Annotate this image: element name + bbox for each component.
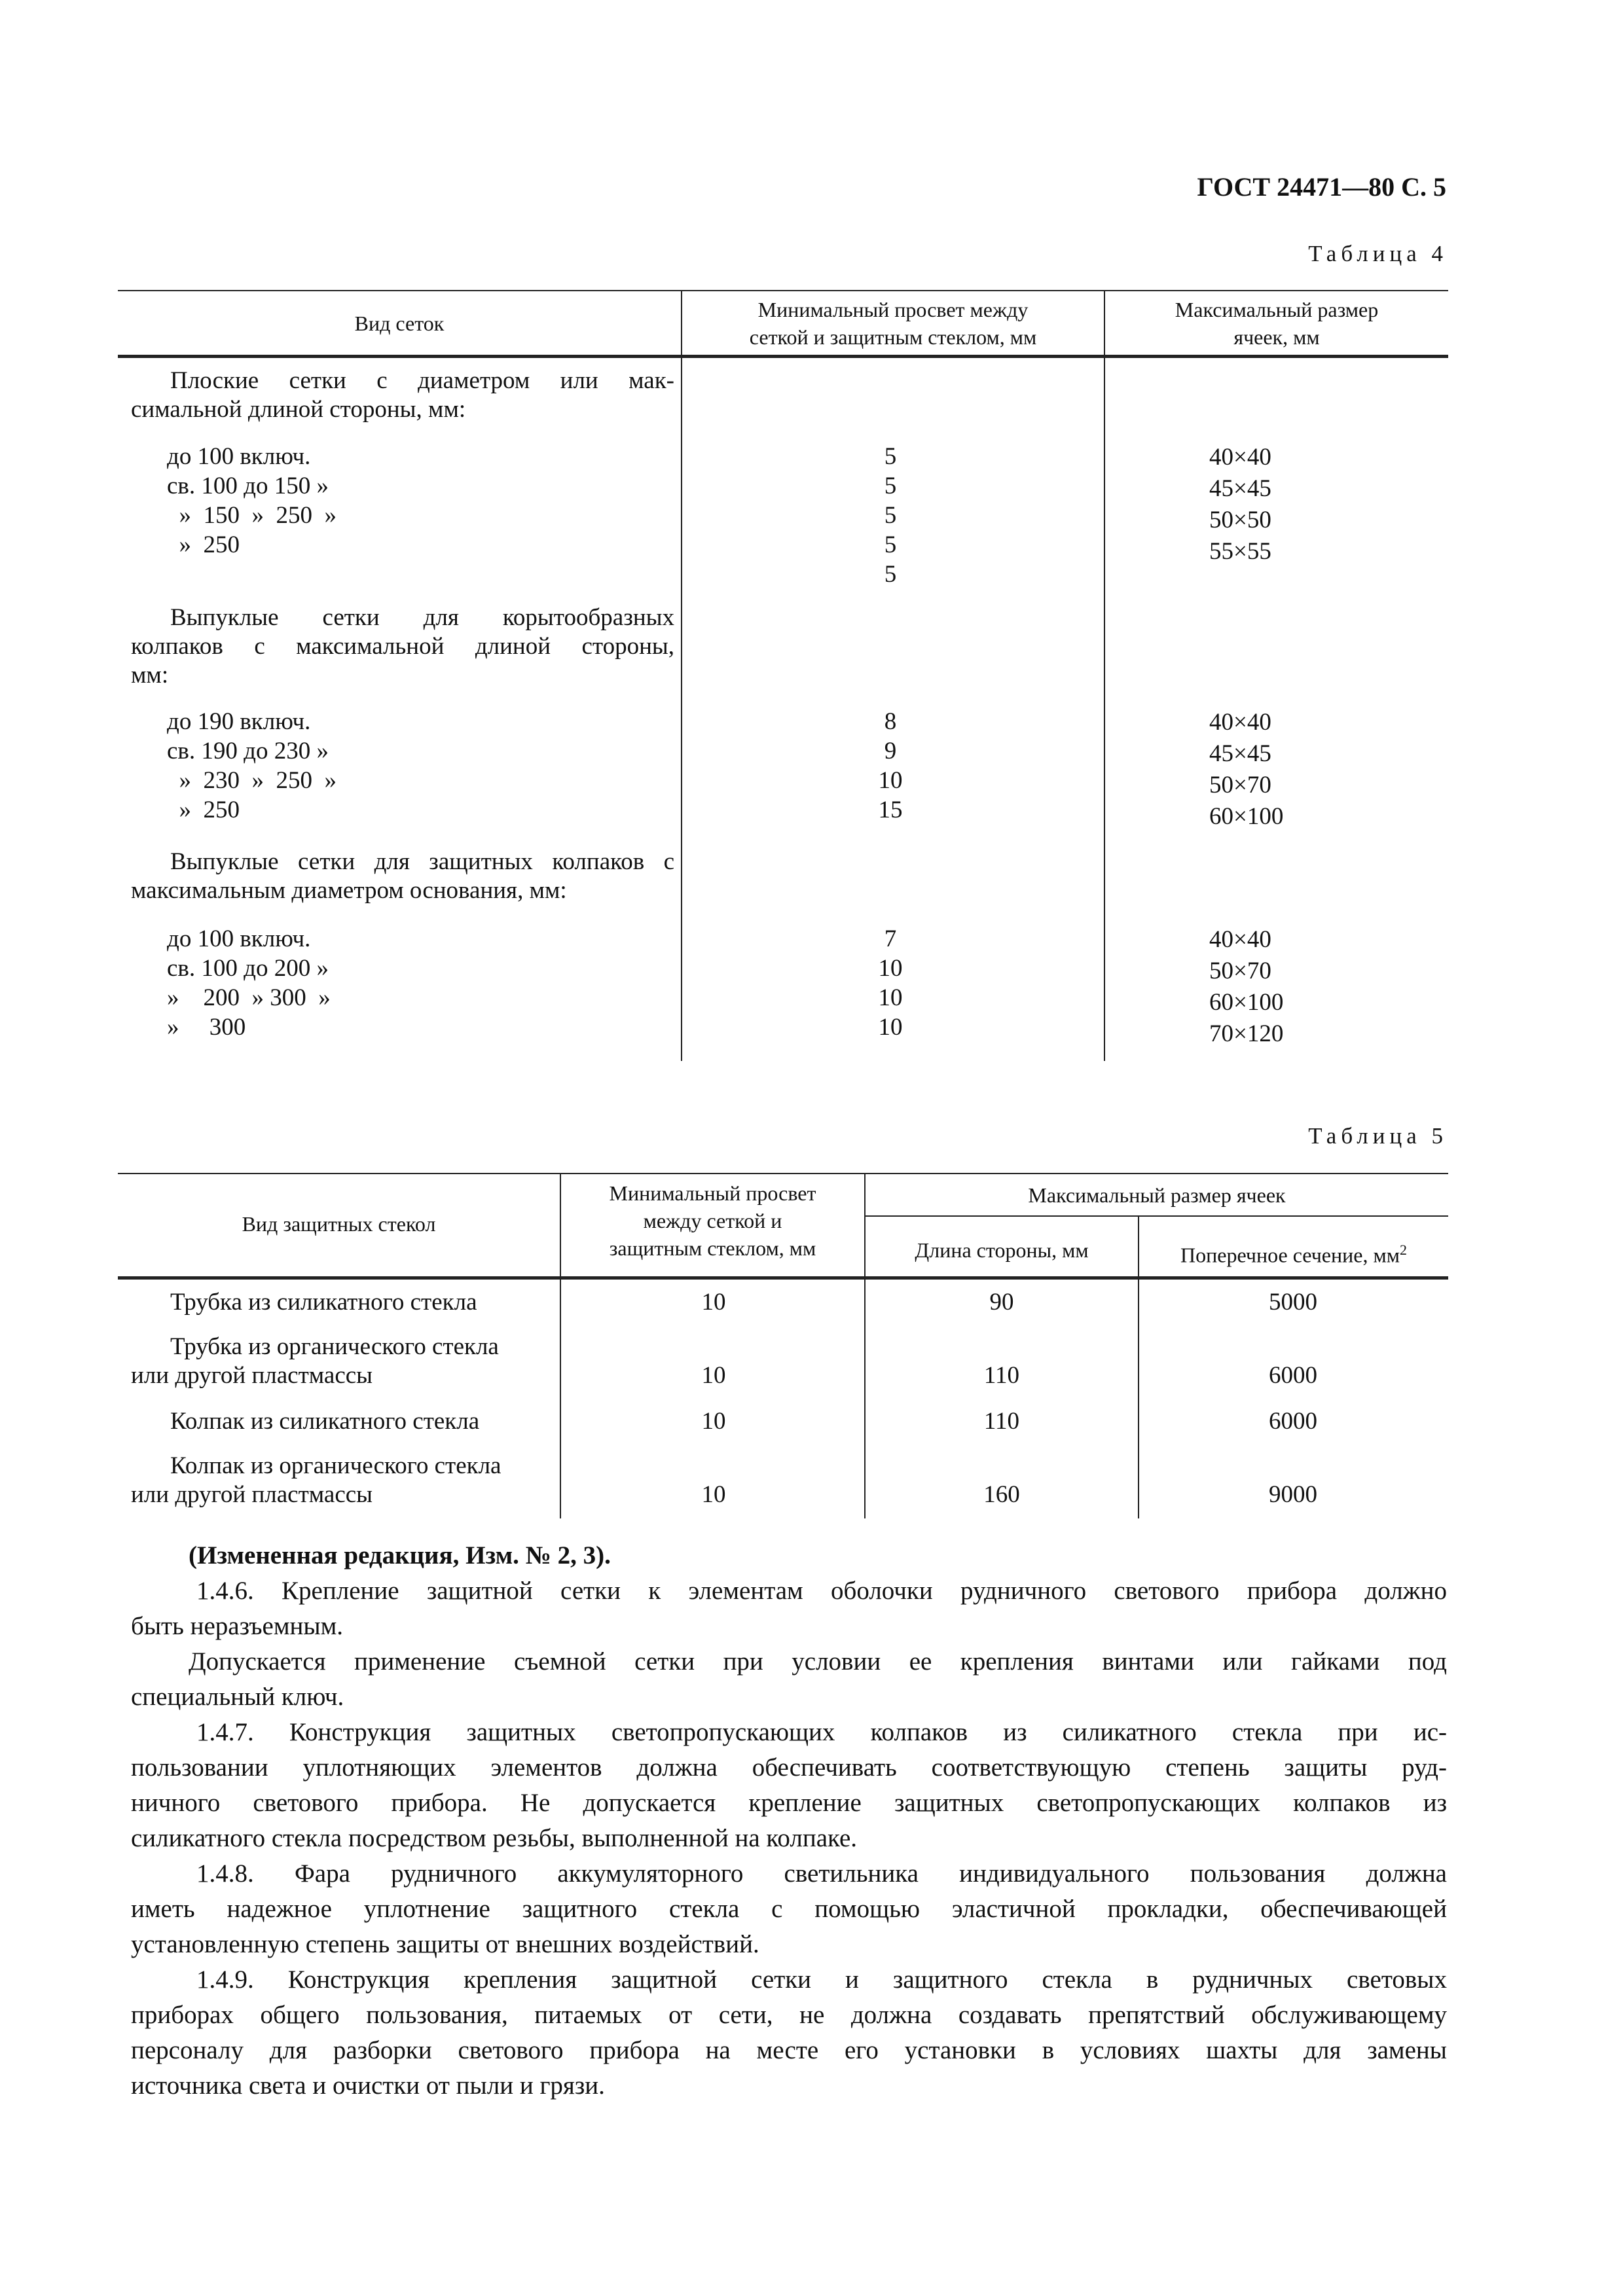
table5-header-gap-line3: защитным стеклом, мм xyxy=(609,1236,816,1260)
paragraph-1-4-8-line3: установленную степень защиты от внешних воздействий. xyxy=(131,1930,759,1958)
table5-header-length: Длина стороны, мм xyxy=(915,1238,1089,1262)
table4-group3-title xyxy=(131,848,674,905)
table5-header-gap-line2: между сеткой и xyxy=(643,1209,782,1232)
table4-header-rule xyxy=(118,355,1448,358)
paragraph-1-4-8-line1: 1.4.8. Фара рудничного аккумуляторного светильника индивидуального пользования должна xyxy=(196,1859,1447,1888)
table5-row1-gap: 10 xyxy=(701,1289,726,1316)
table-cell: 45×45 xyxy=(1209,475,1271,502)
table5-caption: Таблица 5 xyxy=(1308,1123,1448,1149)
table4-top-rule xyxy=(118,290,1448,291)
table5-group-rule xyxy=(864,1215,1448,1217)
table5-row3-length: 110 xyxy=(983,1408,1020,1435)
table5-header-section-label: Поперечное сечение, мм xyxy=(1180,1243,1400,1267)
table5-header-rule xyxy=(118,1276,1448,1280)
table4-group1-sizes xyxy=(1209,442,1271,567)
table-cell: 45×45 xyxy=(1209,740,1271,767)
table-row: до 100 включ. xyxy=(167,925,311,952)
table4-group2-rows xyxy=(167,707,337,825)
table4-header-gap-line1: Минимальный просвет между xyxy=(757,298,1029,321)
table-cell: 70×120 xyxy=(1209,1020,1284,1047)
table-cell: 50×70 xyxy=(1209,958,1271,984)
table-cell: 60×100 xyxy=(1209,989,1284,1016)
table5-header-type: Вид защитных стекол xyxy=(242,1212,436,1236)
table-cell: 40×40 xyxy=(1209,926,1271,953)
table-row xyxy=(170,1407,479,1436)
table4-group1-rows xyxy=(167,442,337,560)
table5-row4-gap: 10 xyxy=(701,1481,726,1508)
paragraph-1-4-7-line4: силикатного стекла посредством резьбы, выполненной на колпаке. xyxy=(131,1824,858,1852)
table-cell: 10 xyxy=(878,955,903,982)
table4-group2-title-line1: Выпуклые сетки для корытообразных xyxy=(170,604,674,631)
paragraph-1-4-7-line3: ничного светового прибора. Не допускается крепление защитных светопропускающих колпаков из xyxy=(131,1789,1447,1817)
table-cell: 10 xyxy=(878,767,903,794)
table5-col-divider-2 xyxy=(864,1173,866,1518)
paragraph-1-4-7-line1: 1.4.7. Конструкция защитных светопропускающих колпаков из силикатного стекла при ис- xyxy=(196,1718,1447,1746)
table5-row3-section: 6000 xyxy=(1269,1408,1317,1435)
table5-row4-section: 9000 xyxy=(1269,1481,1317,1508)
table-row: св. 100 до 150 » xyxy=(167,473,329,499)
table5-row2-length: 110 xyxy=(983,1362,1020,1389)
paragraph-1-4-6b-line1: Допускается применение съемной сетки при условии ее крепления винтами или гайками под xyxy=(189,1647,1447,1676)
paragraph-1-4-9-line3: персоналу для разборки светового прибора на месте его установки в условиях шахты для замены xyxy=(131,2036,1447,2064)
paragraph-1-4-6-line1: 1.4.6. Крепление защитной сетки к элементам оболочки рудничного светового прибора должно xyxy=(196,1577,1447,1605)
table-cell: 40×40 xyxy=(1209,709,1271,736)
table5-row4-name-line1: Колпак из органического стекла xyxy=(170,1452,501,1479)
table5-row3-name: Колпак из силикатного стекла xyxy=(170,1408,480,1435)
table5-header-section xyxy=(1139,1236,1448,1269)
table4-group2-gaps xyxy=(851,707,930,825)
table-cell: 15 xyxy=(878,797,903,823)
table-cell: 10 xyxy=(878,984,903,1011)
body-text xyxy=(131,1538,1447,2104)
paragraph-1-4-9-line2: приборах общего пользования, питаемых от сети, не должна создавать препятствий обслуживающему xyxy=(131,2001,1447,2029)
table5-header-gap xyxy=(561,1179,864,1262)
table4-group3-title-line2: максимальным диаметром основания, мм: xyxy=(131,877,567,904)
table4-header-size-line2: ячеек, мм xyxy=(1233,325,1320,349)
table-row xyxy=(131,1333,499,1390)
table4-header-size xyxy=(1105,296,1448,351)
table5-row3-gap: 10 xyxy=(701,1408,726,1435)
table-cell: 5 xyxy=(884,531,897,558)
paragraph-1-4-9-line4: источника света и очистки от пыли и грязи. xyxy=(131,2072,605,2100)
table-row: до 190 включ. xyxy=(167,708,311,735)
table-cell: 5 xyxy=(884,502,897,529)
table4-group2-sizes xyxy=(1209,707,1283,833)
table-cell: 50×70 xyxy=(1209,772,1271,798)
table4-group1-title-line2: симальной длиной стороны, мм: xyxy=(131,396,466,423)
table5-top-rule xyxy=(118,1173,1448,1174)
table-row: до 100 включ. xyxy=(167,443,311,470)
paragraph-1-4-7-line2: пользовании уплотняющих элементов должна обеспечивать соответствующую степень защиты руд- xyxy=(131,1753,1447,1782)
table-cell: 5 xyxy=(884,561,897,588)
table-cell: 9 xyxy=(884,738,897,764)
paragraph-1-4-9-line1: 1.4.9. Конструкция крепления защитной сетки и защитного стекла в рудничных световых xyxy=(196,1965,1447,1994)
table-cell: 60×100 xyxy=(1209,803,1284,830)
paragraph-1-4-8-line2: иметь надежное уплотнение защитного стекла с помощью эластичной прокладки, обеспечивающей xyxy=(131,1895,1447,1923)
table-cell: 50×50 xyxy=(1209,507,1271,533)
table-row xyxy=(170,1288,477,1317)
table-cell: 5 xyxy=(884,473,897,499)
table5-row4-length: 160 xyxy=(983,1481,1020,1508)
table5-row4-name-line2: или другой пластмассы xyxy=(131,1481,373,1508)
table-row: » 250 xyxy=(167,797,240,823)
table4-group3-sizes xyxy=(1209,924,1283,1050)
table4-group2-title-line3: мм: xyxy=(131,662,169,689)
table-row: » 200 » 300 » xyxy=(167,984,331,1011)
table4-header-gap-line2: сеткой и защитным стеклом, мм xyxy=(749,325,1037,349)
table4-group3-gaps xyxy=(851,924,930,1042)
table4-group2-title-line2: колпаков с максимальной длиной стороны, xyxy=(131,633,674,660)
table5-row2-name-line2: или другой пластмассы xyxy=(131,1362,373,1389)
table-cell: 10 xyxy=(878,1014,903,1041)
table5-row2-section: 6000 xyxy=(1269,1362,1317,1389)
table5-header-group: Максимальный размер ячеек xyxy=(1028,1183,1286,1207)
table4-group1-gaps xyxy=(851,442,930,589)
table5-header-section-sup: 2 xyxy=(1399,1242,1407,1258)
table-cell: 40×40 xyxy=(1209,444,1271,471)
table-row xyxy=(131,1452,501,1509)
table-cell: 7 xyxy=(884,925,897,952)
table4-group3-rows xyxy=(167,924,331,1042)
table-cell: 55×55 xyxy=(1209,538,1271,565)
table4-group1-title-line1: Плоские сетки с диаметром или мак- xyxy=(170,367,674,394)
table-row: св. 100 до 200 » xyxy=(167,955,329,982)
table4-caption: Таблица 4 xyxy=(1308,241,1448,266)
table5-row1-length: 90 xyxy=(989,1289,1014,1316)
table5-header-gap-line1: Минимальный просвет xyxy=(609,1181,816,1205)
table4-col-divider-1 xyxy=(681,290,682,1061)
table4-group1-title xyxy=(131,367,674,424)
table4-col-divider-2 xyxy=(1104,290,1105,1061)
table-row: » 300 xyxy=(167,1014,246,1041)
table-cell: 5 xyxy=(884,443,897,470)
table4-group3-title-line1: Выпуклые сетки для защитных колпаков с xyxy=(170,848,674,875)
table5-row2-name-line1: Трубка из органического стекла xyxy=(170,1333,499,1360)
table5-row1-section: 5000 xyxy=(1269,1289,1317,1316)
table-cell: 8 xyxy=(884,708,897,735)
table4-header-size-line1: Максимальный размер xyxy=(1175,298,1379,321)
table5-row1-name: Трубка из силикатного стекла xyxy=(170,1289,477,1316)
paragraph-1-4-6-line2: быть неразъемным. xyxy=(131,1612,344,1640)
table-row: » 150 » 250 » xyxy=(167,502,337,529)
table4-header-type: Вид сеток xyxy=(354,312,445,335)
table4-group2-title xyxy=(131,603,674,690)
paragraph-1-4-6b-line2: специальный ключ. xyxy=(131,1683,344,1711)
table-row: » 230 » 250 » xyxy=(167,767,337,794)
table4-header-gap xyxy=(682,296,1104,351)
amendment-note: (Измененная редакция, Изм. № 2, 3). xyxy=(189,1541,611,1570)
table-row: » 250 xyxy=(167,531,240,558)
document-header: ГОСТ 24471—80 С. 5 xyxy=(1197,172,1446,202)
table5-row2-gap: 10 xyxy=(701,1362,726,1389)
table-row: св. 190 до 230 » xyxy=(167,738,329,764)
